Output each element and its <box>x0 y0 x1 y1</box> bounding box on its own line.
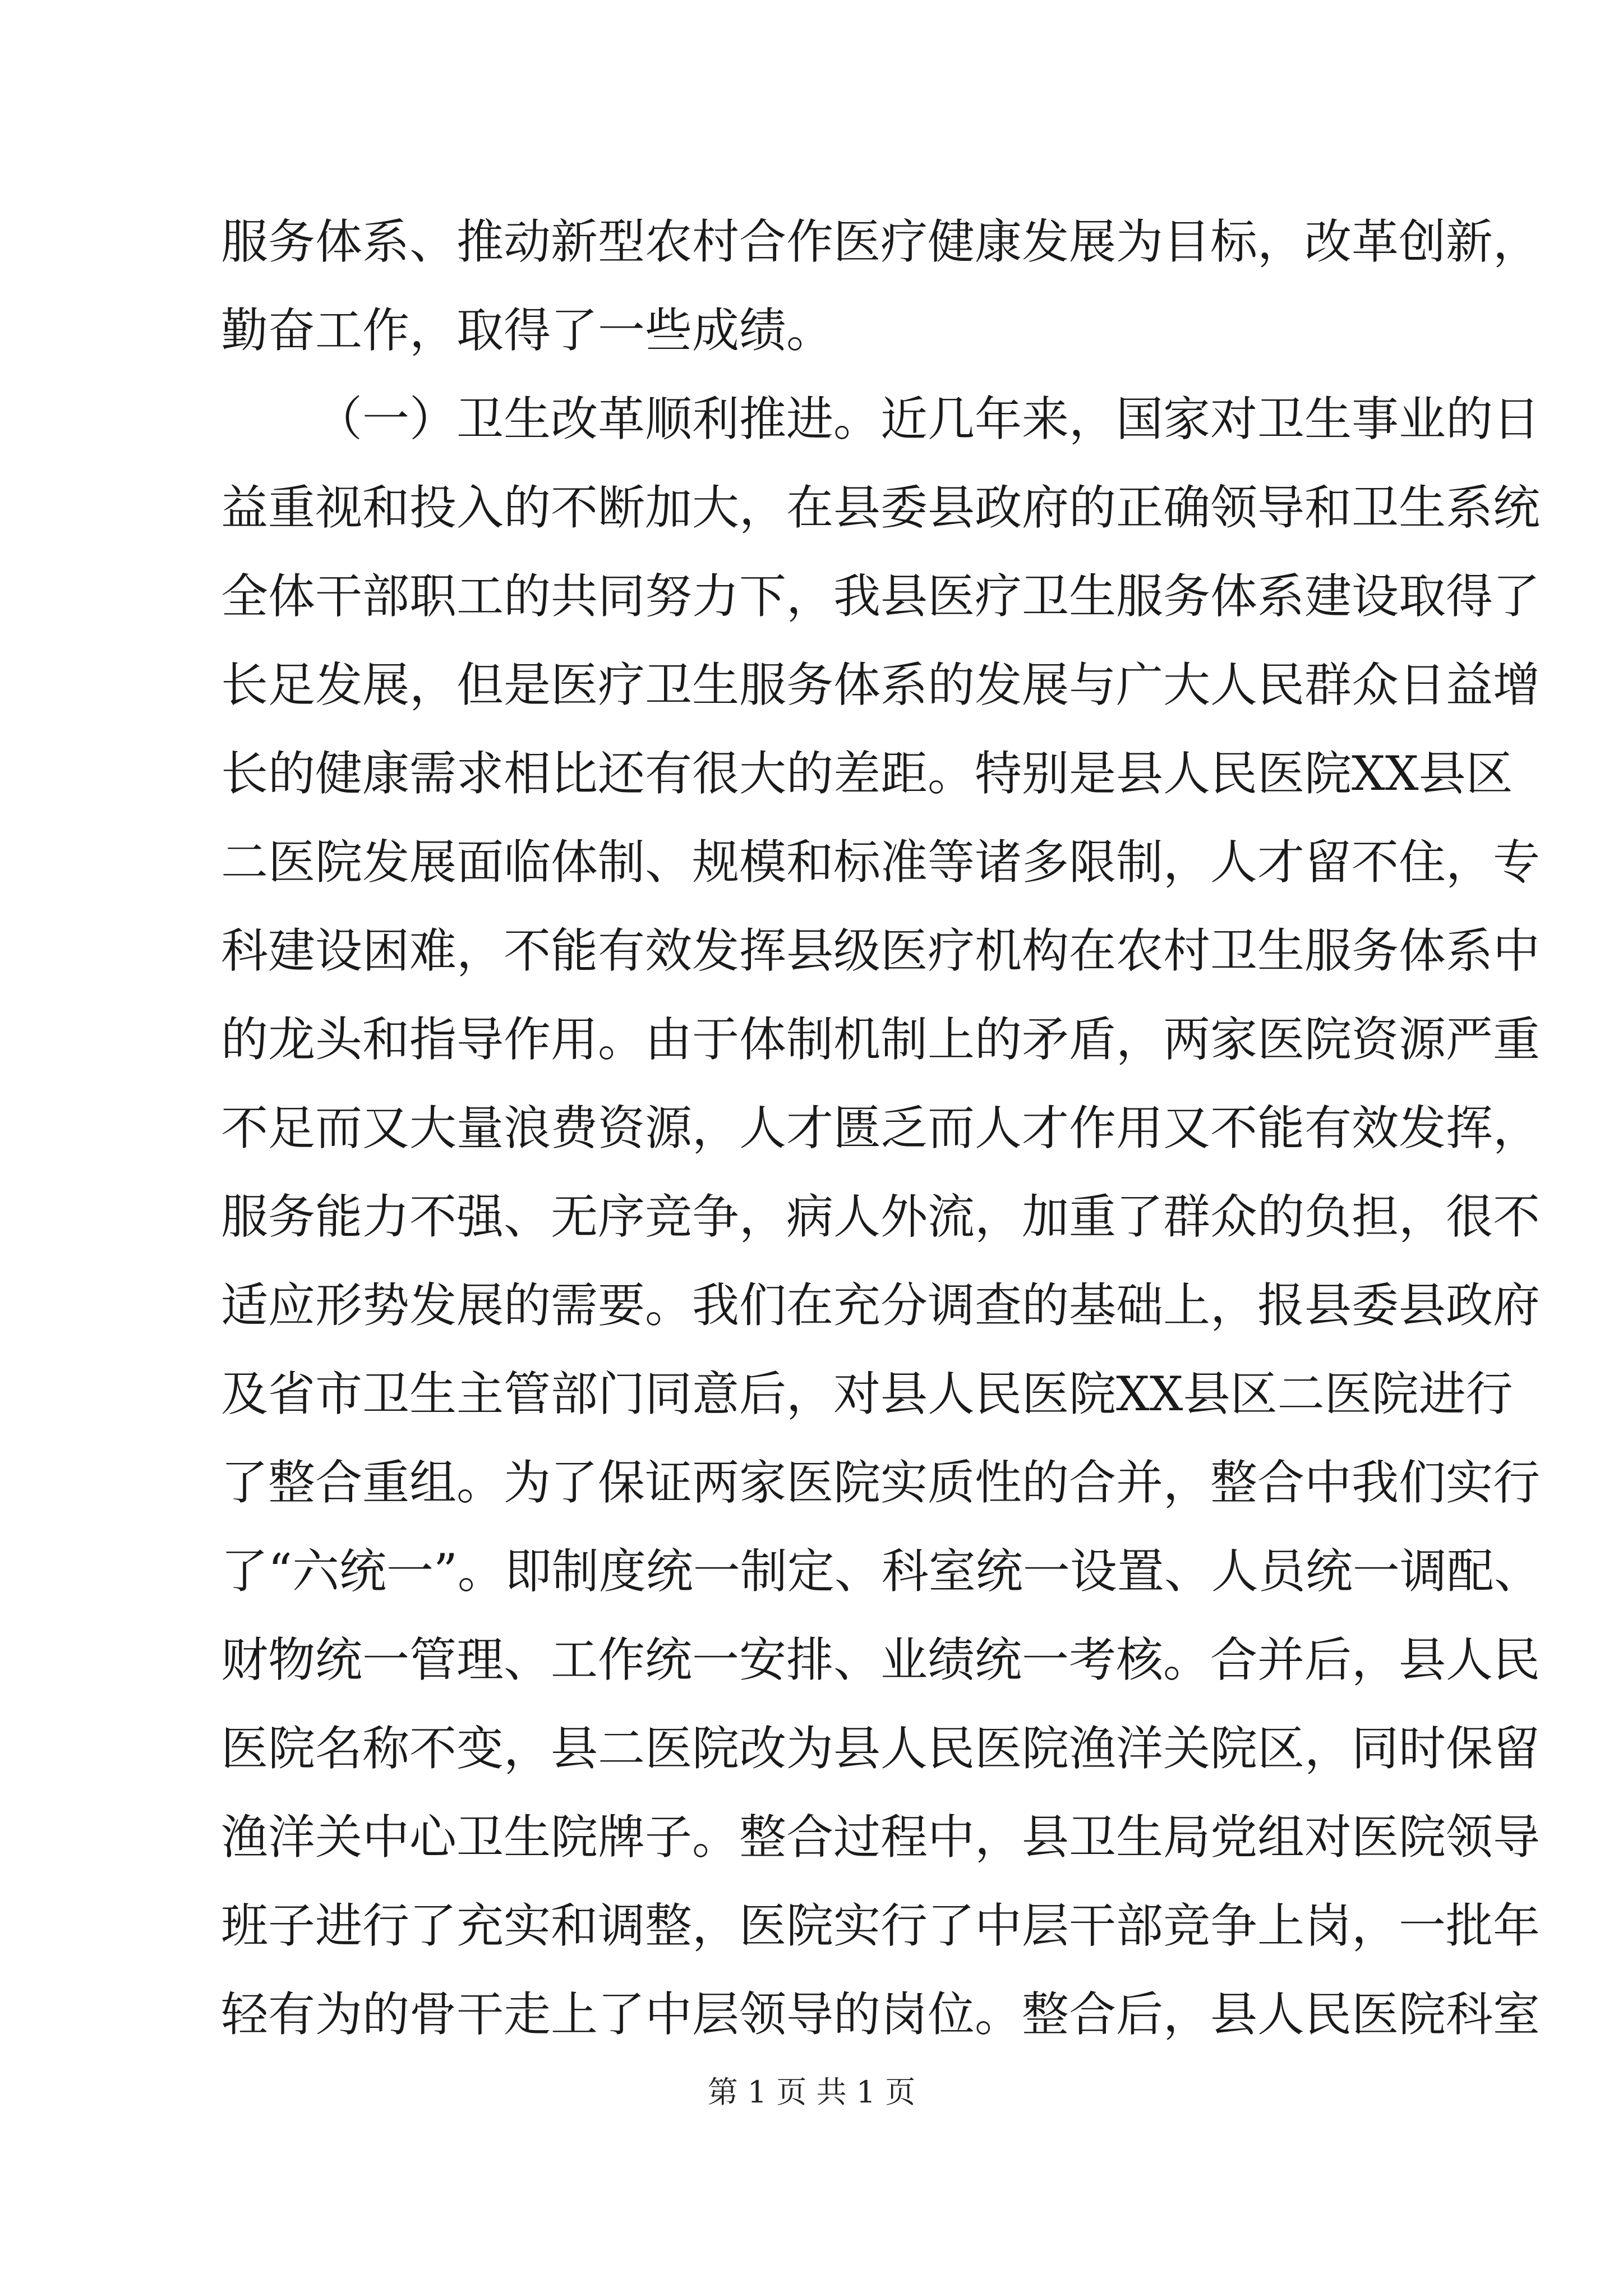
text-line: 不足而又大量浪费资源，人才匮乏而人才作用又不能有效发挥， <box>221 1101 1541 1156</box>
text-line: 益重视和投入的不断加大，在县委县政府的正确领导和卫生系统 <box>221 480 1541 535</box>
page-number: 第 1 页 共 1 页 <box>707 2074 916 2110</box>
text-line: 服务体系、推动新型农村合作医疗健康发展为目标，改革创新， <box>221 214 1541 269</box>
text-line: 轻有为的骨干走上了中层领导的岗位。整合后，县人民医院科室 <box>221 1987 1541 2042</box>
text-line: 财物统一管理、工作统一安排、业绩统一考核。合并后，县人民 <box>221 1632 1541 1687</box>
text-line: 班子进行了充实和调整，医院实行了中层干部竞争上岗，一批年 <box>221 1898 1541 1953</box>
page-footer <box>0 2070 1623 2115</box>
text-line: 二医院发展面临体制、规模和标准等诸多限制，人才留不住，专 <box>221 835 1541 890</box>
text-line: 服务能力不强、无序竞争，病人外流，加重了群众的负担，很不 <box>221 1189 1541 1244</box>
text-line: 了整合重组。为了保证两家医院实质性的合并，整合中我们实行 <box>221 1455 1541 1510</box>
text-line: （一）卫生改革顺利推进。近几年来，国家对卫生事业的日 <box>315 392 1541 447</box>
text-line: 了“六统一”。即制度统一制定、科室统一设置、人员统一调配、 <box>221 1544 1541 1599</box>
text-line: 科建设困难，不能有效发挥县级医疗机构在农村卫生服务体系中 <box>221 923 1541 978</box>
text-line: 及省市卫生主管部门同意后，对县人民医院XX县区二医院进行 <box>221 1366 1513 1421</box>
text-line: 全体干部职工的共同努力下，我县医疗卫生服务体系建设取得了 <box>221 569 1541 624</box>
text-line: 长足发展，但是医疗卫生服务体系的发展与广大人民群众日益增 <box>221 657 1541 712</box>
text-line: 医院名称不变，县二医院改为县人民医院渔洋关院区，同时保留 <box>221 1721 1541 1776</box>
text-line: 适应形势发展的需要。我们在充分调查的基础上，报县委县政府 <box>221 1278 1541 1333</box>
text-line: 长的健康需求相比还有很大的差距。特别是县人民医院XX县区 <box>221 746 1513 801</box>
body-text <box>221 197 1541 2059</box>
text-line: 的龙头和指导作用。由于体制机制上的矛盾，两家医院资源严重 <box>221 1012 1541 1067</box>
text-line: 渔洋关中心卫生院牌子。整合过程中，县卫生局党组对医院领导 <box>221 1810 1541 1865</box>
text-line: 勤奋工作，取得了一些成绩。 <box>221 303 834 358</box>
